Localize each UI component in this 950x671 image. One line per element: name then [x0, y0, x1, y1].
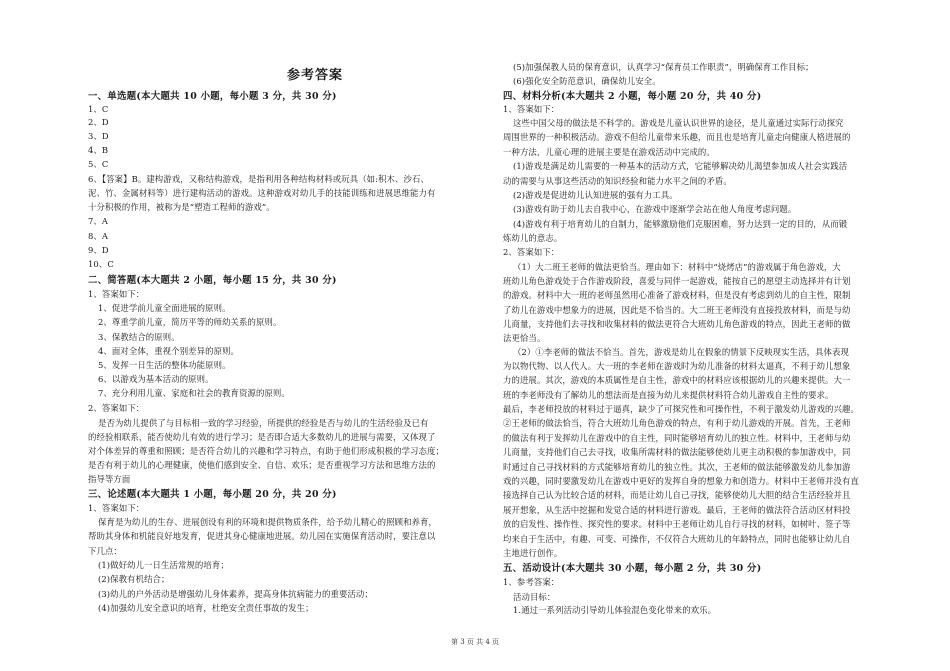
section-heading: 二、简答题(本大题共 2 小题，每小题 15 分，共 30 分)	[88, 275, 337, 286]
text-line: 5、C	[88, 159, 109, 169]
text-line: (6)强化安全防范意识，确保幼儿安全。	[513, 76, 661, 86]
text-line: (1)做好幼儿一日生活常规的培育；	[98, 560, 229, 570]
text-line: 保育是为幼儿的生存、进展创设有利的环境和提供物质条件，给予幼儿精心的照顾和养育，	[98, 517, 437, 527]
text-line: 7、A	[88, 216, 109, 226]
text-line: 3、保教结合的原则。	[98, 332, 180, 342]
text-line: 周围世界的一种积极活动。游戏不但给儿童带来乐趣，而且也是培育儿童走向健康人格进展的	[503, 132, 851, 142]
text-line: 力的进展。其次，游戏的本质属性是自主性，游戏中的材料应该根据幼儿的兴趣来提供。大一	[503, 375, 851, 385]
text-line: 2、答案如下：	[503, 247, 560, 257]
text-line: 班的李老师没有了解幼儿的想法而是直接为幼儿来提供材料符合幼儿游戏自主性的要求。	[503, 390, 834, 400]
section-heading: 三、论述题(本大题共 1 小题，每小题 20 分，共 20 分)	[88, 489, 337, 500]
text-line: 接选择自己认为比较合适的材料，而是让幼儿自己寻找，能够使幼儿大胆的结合生活经验并且	[503, 490, 851, 500]
text-line: 十分积极的作用，被称为是“塑造工程师的游戏”。	[88, 202, 275, 212]
text-line: 9、D	[88, 245, 109, 255]
section-heading: 五、活动设计(本大题共 30 小题，每小题 2 分，共 30 分)	[503, 563, 762, 574]
text-line: 6、【答案】B。建构游戏，又称结构游戏，是指利用各种结构材料或玩具（如:积木、沙石、	[88, 174, 429, 184]
text-line: 这些中国父母的做法是不科学的。游戏是儿童认识世界的途径，是儿童通过实际行动探究	[513, 118, 844, 128]
text-line: 了幼儿在游戏中想象力的进展，因此是不恰当的。大二班王老师没有直接投放材料，而是与幼	[503, 305, 851, 315]
text-line: (1)游戏是满足幼儿需要的一种基本的活动方式，它能够解决幼儿渴望参加成人社会实践活	[513, 161, 848, 171]
text-line: 1、C	[88, 104, 109, 114]
text-line: （2）①李老师的做法不恰当。首先，游戏是幼儿在假象的情景下反映现实生活，具体表现	[513, 347, 849, 357]
text-line: (2)保教有机结合；	[98, 574, 170, 584]
text-line: ②王老师的做法恰当，符合大班幼儿角色游戏的特点，有利于幼儿游戏的开展。首先，王老师	[503, 418, 851, 428]
text-line: 下几点：	[88, 546, 122, 556]
text-line: 展开想象，从生活中挖掘和发觉合适的材料进行游戏。最后，王老师的做法符合活动区材料投	[503, 505, 851, 515]
text-line: (5)加强保教人员的保育意识，认真学习“保育员工作职责”，明确保育工作目标；	[513, 62, 814, 72]
text-line: 10、C	[88, 259, 114, 269]
text-line: 1、答案如下：	[88, 503, 145, 513]
text-line: 的做法有利于发挥幼儿在游戏中的自主性，同时能够培育幼儿的独立性。材料中，王老师与幼	[503, 433, 851, 443]
text-line: (4)加强幼儿安全意识的培育，杜绝安全责任事故的发生；	[98, 603, 314, 613]
text-line: 是否有利于幼儿的心理健康，使他们感到安全、自信、欢乐；是否重视学习方法和思维方法的	[88, 460, 436, 470]
text-line: (3)幼儿的户外活动是增强幼儿身体素养，提高身体抗病能力的重要活动；	[98, 589, 373, 599]
text-line: 戏的兴趣，同时要激发幼儿在游戏中更好的发挥自身的想象力和创造力。材料中王老师并没有直	[503, 476, 859, 486]
text-line: 1、答案如下：	[88, 289, 145, 299]
text-line: 为以物代物、以人代人。大一班的李老师在游戏时为幼儿准备的材料太逼真，不利于幼儿想象	[503, 361, 851, 371]
text-line: 泥、竹、金属材料等）进行建构活动的游戏。这种游戏对幼儿手的技能训练和进展思维能力有	[88, 188, 436, 198]
text-line: 均来自于生活中，有趣、可变、可操作，不仅符合大班幼儿的年龄特点，同时也能够让幼儿自	[503, 534, 851, 544]
text-line: 放的启发性、操作性、探究性的要求。材料中王老师让幼儿自行寻找的材料，如树叶、签子等	[503, 519, 851, 529]
text-line: 帮助其身体和机能良好地发育，促进其身心健康地进展。幼儿园在实施保育活动时，要注意以	[88, 531, 436, 541]
text-line: 炼幼儿的意志。	[503, 233, 563, 243]
text-line: 儿商量，支持他们自己去寻找，收集所需材料的做法能够使幼儿更主动积极的参加游戏中，同	[503, 447, 851, 457]
text-line: 2、尊重学前儿童，简历平等的师幼关系的原则。	[98, 317, 282, 327]
text-line: 7、充分利用儿童、家庭和社会的教育资源的原则。	[98, 388, 290, 398]
text-line: 法更恰当。	[503, 333, 546, 343]
text-line: 2、答案如下：	[88, 403, 145, 413]
text-line: 4、面对全体，重视个别差异的原则。	[98, 346, 240, 356]
text-line: 的游戏。材料中大一班的老师虽然用心准备了游戏材料，但是没有考虑到幼儿的自主性，限制	[503, 290, 851, 300]
text-line: 儿商量，支持他们去寻找和收集材料的做法更符合大班幼儿角色游戏的特点，因此王老师的做	[503, 319, 851, 329]
text-line: (3)游戏有助于幼儿去自我中心，在游戏中逐渐学会站在他人角度考虑问题。	[513, 204, 797, 214]
text-line: 是否为幼儿提供了与目标相一致的学习经验，所提供的经验是否与幼儿的生活经验及已有	[98, 418, 429, 428]
text-line: 4、B	[88, 145, 109, 155]
text-line: （1）大二班王老师的做法更恰当。理由如下：材料中“烧烤店”的游戏属于角色游戏，大	[513, 262, 841, 272]
text-line: 主地进行创作。	[503, 548, 563, 558]
text-line: 5、发挥一日生活的整体功能原则。	[98, 360, 231, 370]
text-line: (4)游戏有利于培育幼儿的自制力，能够激励他们克服困难，努力达到一定的目的，从而锻	[513, 219, 848, 229]
section-heading: 一、单选题(本大题共 10 小题，每小题 3 分，共 30 分)	[88, 91, 337, 102]
text-line: 一种方法，儿童心理的进展主要是在游戏活动中完成的。	[503, 147, 715, 157]
text-line: 动的需要与从事这些活动的知识经验和能力水平之间的矛盾。	[503, 176, 732, 186]
text-line: 时通过自己寻找材料的方式能够培育幼儿的独立性。其次，王老师的做法能够激发幼儿参加游	[503, 462, 851, 472]
text-line: 班幼儿角色游戏处于合作游戏阶段，喜爱与同伴一起游戏，能按自己的愿望主动选择并有计划	[503, 276, 851, 286]
text-line: 1.通过一系列活动引导幼儿体验混色变化带来的欢乐。	[513, 605, 717, 615]
text-line: 最后，李老师投放的材料过于逼真，缺少了可探究性和可操作性，不利于激发幼儿游戏的兴趣。	[503, 404, 859, 414]
text-line: 指导等方面	[88, 474, 131, 484]
text-line: 6、以游戏为基本活动的原则。	[98, 374, 214, 384]
text-line: 1、答案如下：	[503, 104, 560, 114]
text-line: 3、D	[88, 131, 109, 141]
text-line: 对个体差异的尊重和照顾；是否符合幼儿的兴趣和学习特点，有助于他们形成积极的学习态度；	[88, 446, 444, 456]
page-title: 参考答案	[286, 68, 343, 83]
text-line: 1、促进学前儿童全面进展的原则。	[98, 303, 231, 313]
page-footer: 第 3 页 共 4 页	[450, 638, 500, 646]
section-heading: 四、材料分析(本大题共 2 小题，每小题 20 分，共 40 分)	[503, 91, 762, 102]
text-line: 2、D	[88, 117, 109, 127]
text-line: 活动目标：	[513, 592, 556, 602]
text-line: 的经验相联系，能否使幼儿有效的进行学习；是否即合适大多数幼儿的进展与需要，又体现了	[88, 432, 436, 442]
text-line: 8、A	[88, 231, 109, 241]
text-line: 1、参考答案：	[503, 577, 560, 587]
text-line: (2)游戏是促进幼儿认知进展的强有力工具。	[513, 190, 678, 200]
